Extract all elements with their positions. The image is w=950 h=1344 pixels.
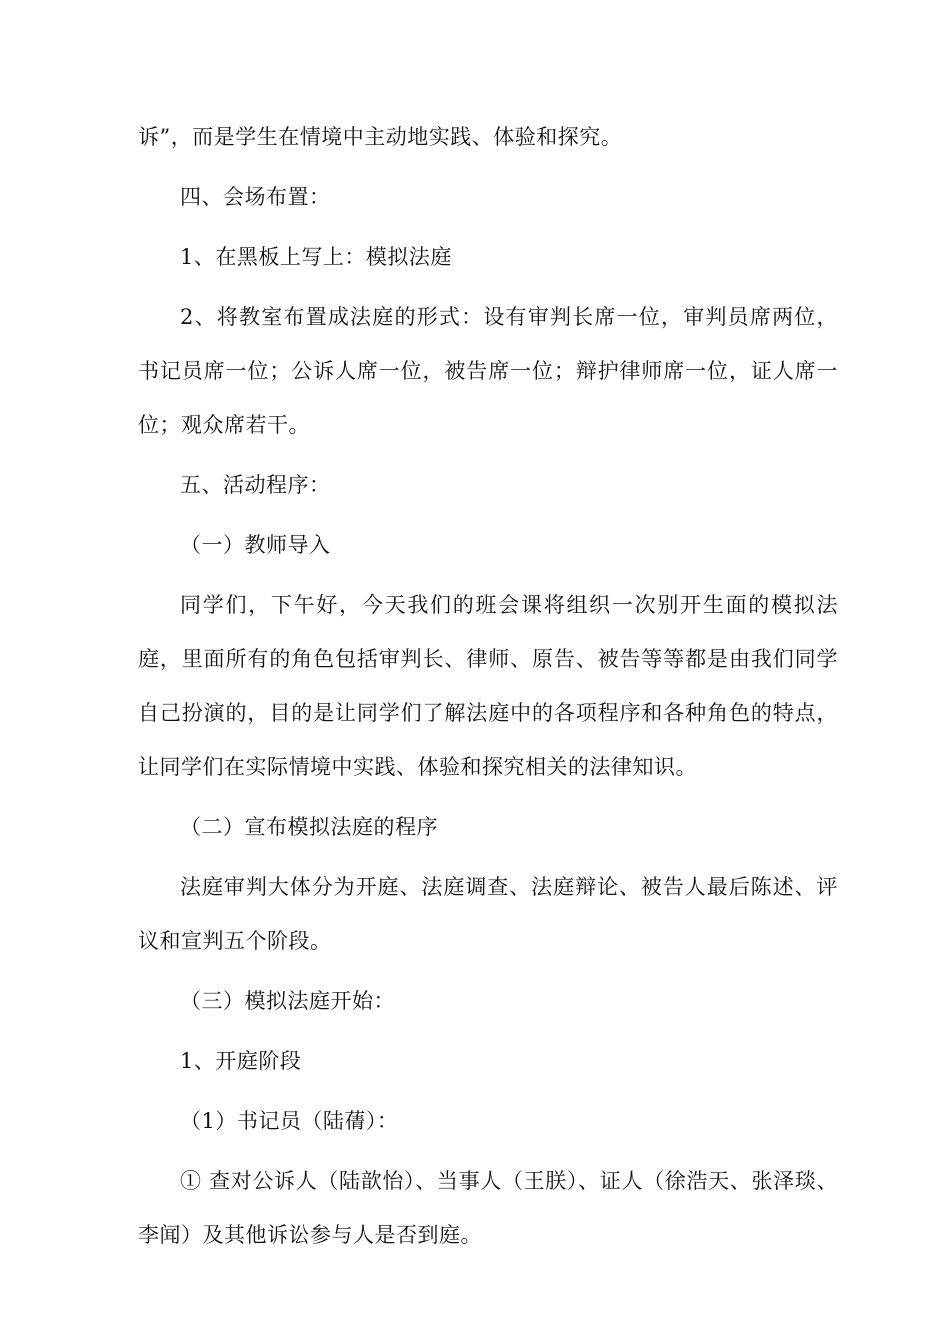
- subheading-announce-procedure: （二）宣布模拟法庭的程序: [180, 815, 438, 839]
- heading-venue-layout: 四、会场布置：: [180, 185, 331, 209]
- list-item-clerk: （1）书记员（陆蒨）：: [180, 1109, 399, 1133]
- subheading-mock-court-begins: （三）模拟法庭开始：: [180, 989, 395, 1013]
- list-item-classroom-layout: 2、将教室布置成法庭的形式：设有审判长席一位，审判员席两位，书记员席一位；公诉人席一位，被告席一位；辩护律师席一位，证人席一位；观众席若干。: [138, 305, 838, 437]
- paragraph-teacher-intro: 同学们，下午好，今天我们的班会课将组织一次别开生面的模拟法庭，里面所有的角色包括审判长、律师、原告、被告等等都是由我们同学自己扮演的，目的是让同学们了解法庭中的各项程序和各种角色的特点，让同学们在实际情境中实践、体验和探究相关的法律知识。: [138, 593, 838, 779]
- paragraph-trial-stages: 法庭审判大体分为开庭、法庭调查、法庭辩论、被告人最后陈述、评议和宣判五个阶段。: [138, 875, 838, 953]
- heading-activity-procedure: 五、活动程序：: [180, 473, 331, 497]
- document-body: [138, 110, 838, 1268]
- subheading-teacher-intro: （一）教师导入: [180, 533, 331, 557]
- list-item-opening-stage: 1、开庭阶段: [180, 1049, 302, 1073]
- list-item-blackboard: 1、在黑板上写上：模拟法庭: [180, 245, 452, 269]
- list-item-check-attendance: ① 查对公诉人（陆歆怡）、当事人（王朕）、证人（徐浩天、张泽琰、李闻）及其他诉讼参与人是否到庭。: [138, 1169, 838, 1247]
- paragraph-continuation: 诉”，而是学生在情境中主动地实践、体验和探究。: [138, 125, 623, 149]
